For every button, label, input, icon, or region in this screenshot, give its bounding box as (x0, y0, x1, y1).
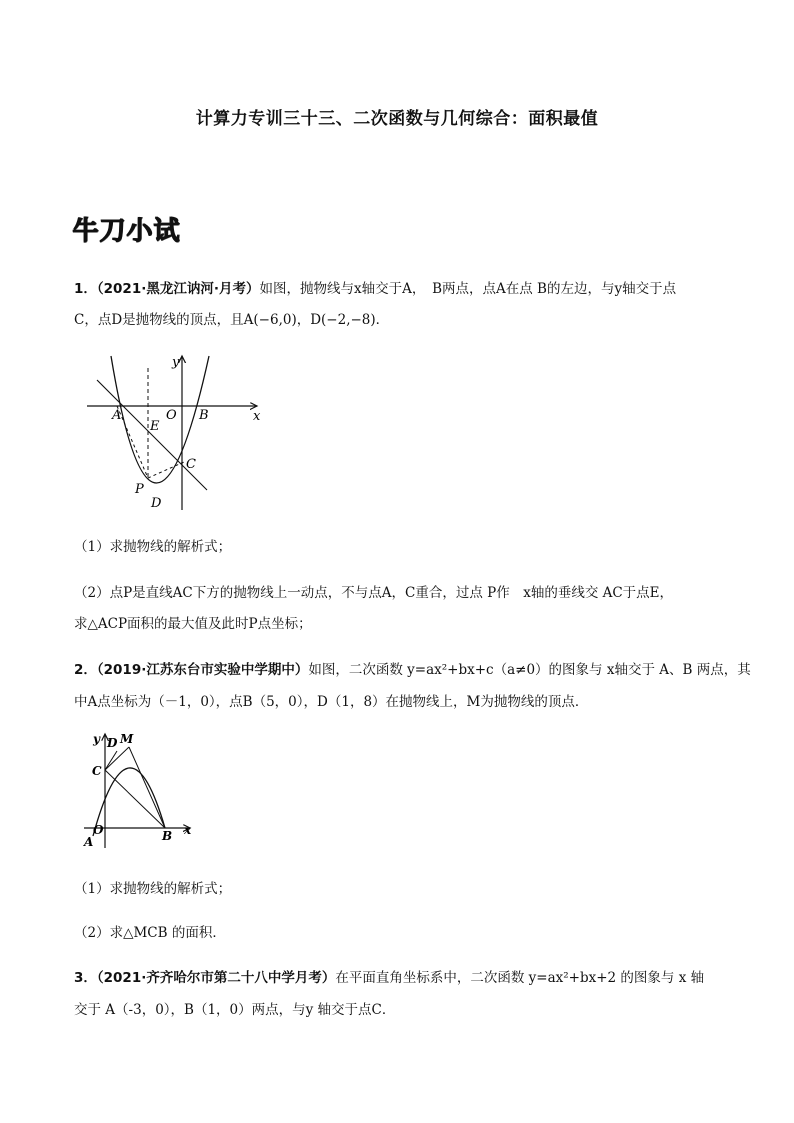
q3-text-line1: 在平面直角坐标系中，二次函数 y=ax²+bx+2 的图象与 x 轴 (335, 970, 705, 986)
q1-line-ac (97, 380, 207, 490)
q1-label-d: D (151, 496, 162, 511)
q2-line1 (74, 660, 751, 680)
q3-head: 3．（2021·齐齐哈尔市第二十八中学月考） (74, 970, 336, 986)
q1-label-x: x (253, 409, 261, 424)
q1-text-line1: 如图，抛物线与x轴交于A， B两点，点A在点 B的左边，与y轴交于点 (259, 281, 677, 297)
q2-label-o: O (93, 823, 104, 837)
q1-label-o: O (166, 408, 177, 423)
q2-sub2: （2）求△MCB 的面积． (74, 925, 226, 941)
q3-text-line2: 交于 A（-3，0），B（1，0）两点，与y 轴交于点C． (74, 1002, 396, 1018)
q3-line1 (74, 968, 734, 988)
q2-sub1: （1）求抛物线的解析式； (74, 881, 232, 897)
section-heading: 牛刀小试 (72, 216, 181, 246)
q2-line-cb (105, 770, 165, 828)
q1-dashed-pc (148, 462, 184, 478)
q1-figure (85, 350, 275, 515)
q2-label-x: x (184, 823, 192, 837)
q1-head: 1．（2021·黑龙江讷河·月考） (74, 281, 260, 297)
q1-dashed-pa (117, 406, 148, 478)
q1-line1 (74, 279, 734, 299)
q2-line-mb (129, 747, 165, 828)
q2-label-a: A (84, 835, 94, 849)
q2-figure (80, 730, 200, 850)
q2-label-y: y (93, 732, 100, 746)
q2-text-line1: 如图，二次函数 y=ax²+bx+c（a≠0）的图象与 x轴交于 A、B 两点，其 (308, 662, 751, 678)
page-title: 计算力专训三十三、二次函数与几何综合：面积最值 (195, 109, 599, 129)
q1-sub1: （1）求抛物线的解析式； (74, 539, 232, 555)
q2-parabola (93, 768, 165, 836)
q2-label-m: M (120, 732, 134, 746)
q1-label-p: P (135, 482, 144, 497)
q2-label-d: D (107, 736, 118, 750)
q1-sub2-line2: 求△ACP面积的最大值及此时P点坐标； (74, 616, 312, 632)
q2-text-line2: 中A点坐标为（－1，0），点B（5，0），D（1，8）在抛物线上，M为抛物线的顶点． (74, 694, 589, 710)
q1-label-y: y (172, 355, 180, 370)
q1-text-line2: C，点D是抛物线的顶点，且A(−6,0)，D(−2,−8)． (74, 312, 390, 328)
q1-label-a: A (112, 408, 122, 423)
q2-label-c: C (92, 764, 102, 778)
q2-label-b: B (162, 829, 173, 843)
q1-label-c: C (186, 457, 196, 472)
q1-sub2-line1: （2）点P是直线AC下方的抛物线上一动点，不与点A，C重合，过点 P作 x轴的垂线交 AC于点E， (74, 585, 674, 601)
q2-line-cm (105, 747, 129, 770)
q2-head: 2．（2019·江苏东台市实验中学期中） (74, 662, 309, 678)
q1-label-e: E (150, 419, 160, 434)
q1-label-b: B (199, 408, 209, 423)
